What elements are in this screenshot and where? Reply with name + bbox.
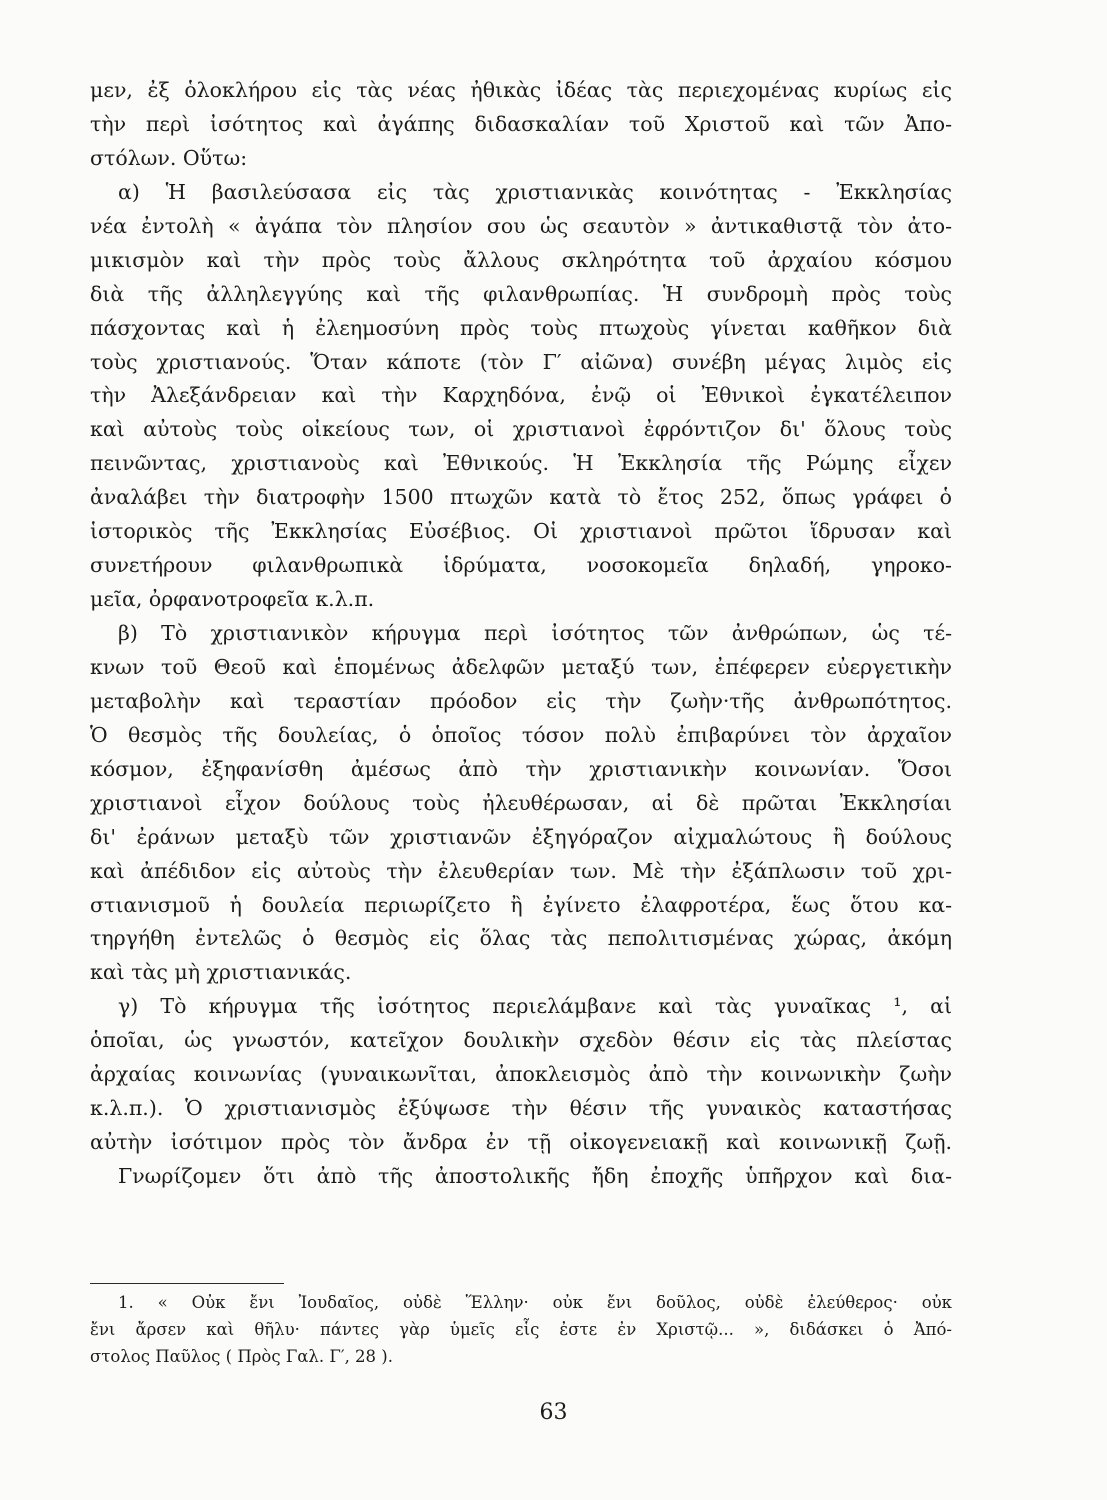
text-line: καὶ ἀπέδιδον εἰς αὐτοὺς τὴν ἐλευθερίαν των. Μὲ τὴν ἐξάπλωσιν τοῦ χρι- — [90, 858, 952, 883]
text-line: μεν, ἐξ ὁλοκλήρου εἰς τὰς νέας ἠθικὰς ἰδέας τὰς περιεχομένας κυρίως εἰς — [90, 78, 952, 102]
text-line: τὴν περὶ ἰσότητος καὶ ἀγάπης διδασκαλίαν τοῦ Χριστοῦ καὶ τῶν Ἀπο- — [90, 111, 952, 136]
text-line: μικισμὸν καὶ τὴν πρὸς τοὺς ἄλλους σκληρότητα τοῦ ἀρχαίου κόσμου — [90, 247, 952, 272]
text-line: ἀρχαίας κοινωνίας (γυναικωνῖται, ἀποκλεισμὸς ἀπὸ τὴν κοινωνικὴν ζωὴν — [90, 1062, 952, 1087]
text-line: τοὺς χριστιανούς. Ὅταν κάποτε (τὸν Γ′ αἰῶνα) συνέβη μέγας λιμὸς εἰς — [90, 349, 952, 374]
text-line: χριστιανοὶ εἶχον δούλους τοὺς ἠλευθέρωσαν, αἱ δὲ πρῶται Ἐκκλησίαι — [90, 790, 952, 815]
text-line: α) Ἡ βασιλεύσασα εἰς τὰς χριστιανικὰς κοινότητας - Ἐκκλησίας — [118, 179, 952, 204]
text-line: πεινῶντας, χριστιανοὺς καὶ Ἐθνικούς. Ἡ Ἐκκλησία τῆς Ρώμης εἶχεν — [90, 451, 952, 476]
text-line: καὶ αὐτοὺς τοὺς οἰκείους των, οἱ χριστιανοὶ ἐφρόντιζον δι' ὅλους τοὺς — [90, 417, 952, 442]
text-line: Γνωρίζομεν ὅτι ἀπὸ τῆς ἀποστολικῆς ἤδη ἐποχῆς ὑπῆρχον καὶ δια- — [118, 1164, 952, 1188]
text-line: Ὁ θεσμὸς τῆς δουλείας, ὁ ὁποῖος τόσον πολὺ ἐπιβαρύνει τὸν ἀρχαῖον — [90, 722, 952, 747]
text-line: μεῖα, ὀρφανοτροφεῖα κ.λ.π. — [90, 587, 375, 612]
text-line: ὁποῖαι, ὡς γνωστόν, κατεῖχον δουλικὴν σχεδὸν θέσιν εἰς τὰς πλείστας — [90, 1028, 952, 1053]
text-line: διὰ τῆς ἀλληλεγγύης καὶ τῆς φιλανθρωπίας. Ἡ συνδρομὴ πρὸς τοὺς — [90, 281, 952, 306]
text-line: τὴν Ἀλεξάνδρειαν καὶ τὴν Καρχηδόνα, ἐνῷ οἱ Ἐθνικοὶ ἐγκατέλειπον — [90, 383, 952, 408]
text-line: στόλων. Οὕτω: — [90, 145, 248, 170]
page-number: 63 — [539, 1400, 568, 1425]
text-line: μεταβολὴν καὶ τεραστίαν πρόοδον εἰς τὴν ζωὴν·τῆς ἀνθρωπότητος. — [90, 688, 952, 713]
footnotes — [90, 1289, 952, 1370]
text-line: κνων τοῦ Θεοῦ καὶ ἑπομένως ἀδελφῶν μεταξύ των, ἐπέφερεν εὐεργετικὴν — [90, 654, 952, 679]
footnote-divider — [90, 1283, 284, 1284]
text-line: συνετήρουν φιλανθρωπικὰ ἱδρύματα, νοσοκομεῖα δηλαδή, γηροκο- — [90, 553, 952, 578]
text-line: γ) Τὸ κήρυγμα τῆς ἰσότητος περιελάμβανε καὶ τὰς γυναῖκας ¹, αἱ — [118, 994, 952, 1019]
text-line: ἱστορικὸς τῆς Ἐκκλησίας Εὐσέβιος. Οἱ χριστιανοὶ πρῶτοι ἵδρυσαν καὶ — [90, 519, 952, 544]
text-line: κ.λ.π.). Ὁ χριστιανισμὸς ἐξύψωσε τὴν θέσιν τῆς γυναικὸς καταστήσας — [90, 1096, 952, 1121]
text-line: στιανισμοῦ ἡ δουλεία περιωρίζετο ἢ ἐγίνετο ἐλαφροτέρα, ἕως ὅτου κα- — [90, 892, 952, 917]
text-line: β) Τὸ χριστιανικὸν κήρυγμα περὶ ἰσότητος τῶν ἀνθρώπων, ὡς τέ- — [118, 621, 952, 645]
text-line: νέα ἐντολὴ « ἀγάπα τὸν πλησίον σου ὡς σεαυτὸν » ἀντικαθιστᾷ τὸν ἀτο- — [90, 213, 952, 238]
footnote-line: 1. « Οὐκ ἔνι Ἰουδαῖος, οὐδὲ Ἕλλην· οὐκ ἔνι δοῦλος, οὐδὲ ἐλεύθερος· οὐκ — [118, 1293, 952, 1312]
text-line: πάσχοντας καὶ ἡ ἐλεημοσύνη πρὸς τοὺς πτωχοὺς γίνεται καθῆκον διὰ — [90, 315, 952, 340]
footnote-line: στολος Παῦλος ( Πρὸς Γαλ. Γ′, 28 ). — [90, 1347, 393, 1366]
text-line: δι' ἐράνων μεταξὺ τῶν χριστιανῶν ἐξηγόραζον αἰχμαλώτους ἢ δούλους — [90, 824, 952, 849]
footnote-line: ἔνι ἄρσεν καὶ θῆλυ· πάντες γὰρ ὑμεῖς εἷς ἐστε ἐν Χριστῷ... », διδάσκει ὁ Ἀπό- — [90, 1320, 952, 1339]
text-line: αὐτὴν ἰσότιμον πρὸς τὸν ἄνδρα ἐν τῇ οἰκογενειακῇ καὶ κοινωνικῇ ζωῇ. — [90, 1130, 952, 1155]
text-line: καὶ τὰς μὴ χριστιανικάς. — [90, 960, 352, 985]
body-text — [90, 74, 952, 1194]
text-line: κόσμον, ἐξηφανίσθη ἀμέσως ἀπὸ τὴν χριστιανικὴν κοινωνίαν. Ὅσοι — [90, 756, 952, 781]
text-line: ἀναλάβει τὴν διατροφὴν 1500 πτωχῶν κατὰ τὸ ἔτος 252, ὅπως γράφει ὁ — [90, 485, 952, 510]
text-line: τηργήθη ἐντελῶς ὁ θεσμὸς εἰς ὅλας τὰς πεπολιτισμένας χώρας, ἀκόμη — [90, 926, 952, 951]
